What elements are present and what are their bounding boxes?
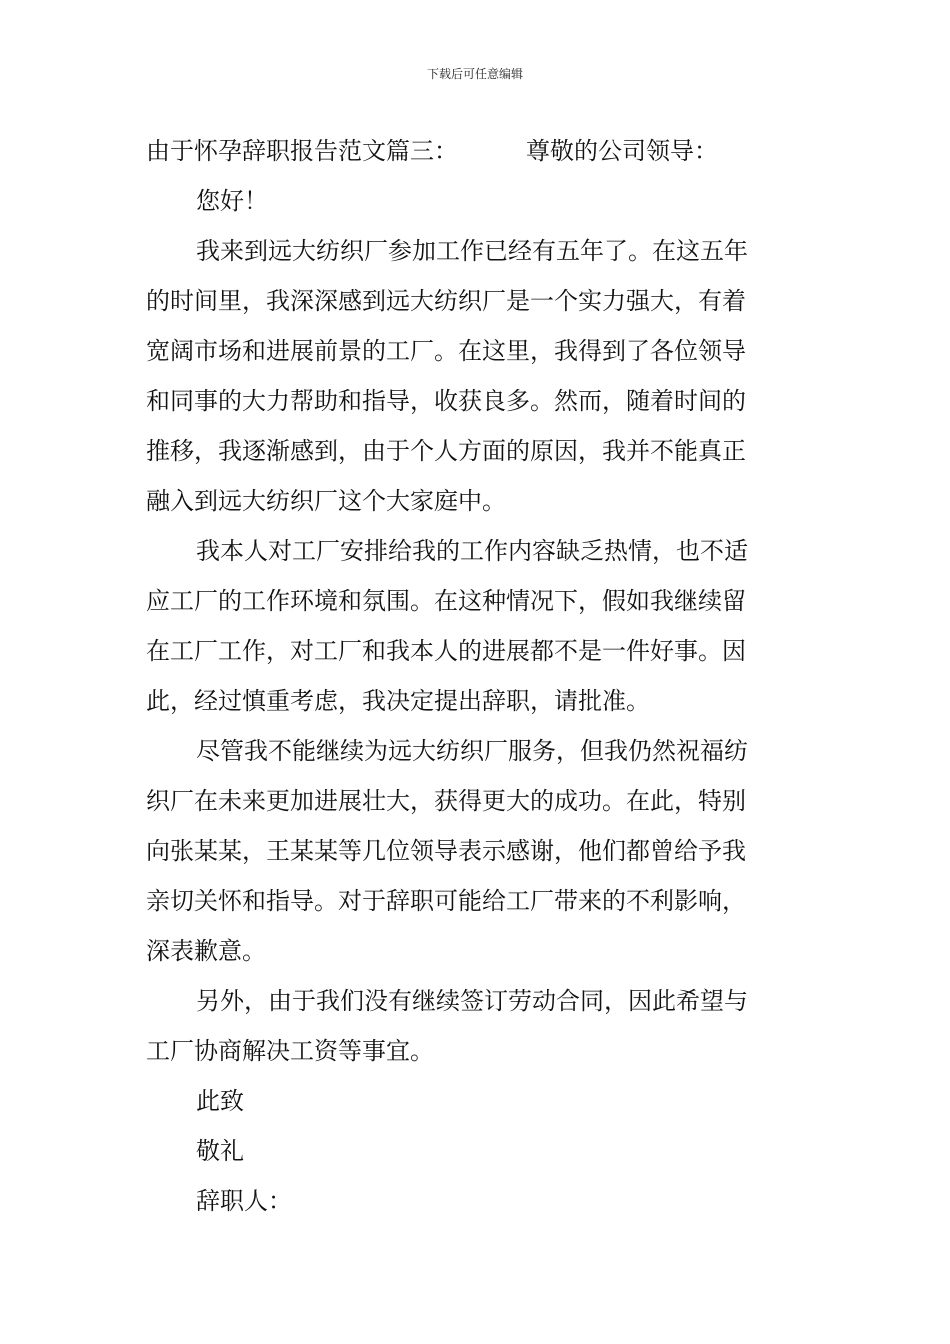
- paragraph-line: 此，经过慎重考虑，我决定提出辞职，请批准。: [146, 687, 650, 715]
- paragraph-line: 的时间里，我深深感到远大纺织厂是一个实力强大，有着: [146, 287, 746, 315]
- paragraph-4: [146, 976, 810, 1076]
- paragraph-line: 宽阔市场和进展前景的工厂。在这里，我得到了各位领导: [146, 337, 746, 365]
- greeting: 您好！: [196, 187, 268, 215]
- paragraph-line: 在工厂工作，对工厂和我本人的进展都不是一件好事。因: [146, 637, 746, 665]
- paragraph-line: 应工厂的工作环境和氛围。在这种情况下，假如我继续留: [146, 587, 746, 615]
- paragraph-line: 织厂在未来更加进展壮大，获得更大的成功。在此，特别: [146, 787, 746, 815]
- paragraph-line: 亲切关怀和指导。对于辞职可能给工厂带来的不利影响，: [146, 887, 746, 915]
- paragraph-line: 工厂协商解决工资等事宜。: [146, 1037, 434, 1065]
- signature-label: 辞职人：: [196, 1187, 292, 1215]
- letter-body: [146, 126, 810, 1226]
- paragraph-line: 另外，由于我们没有继续签订劳动合同，因此希望与: [196, 987, 748, 1015]
- paragraph-line: 融入到远大纺织厂这个大家庭中。: [146, 487, 506, 515]
- closing-regards: 此致: [196, 1087, 244, 1115]
- paragraph-line: 我本人对工厂安排给我的工作内容缺乏热情，也不适: [196, 537, 748, 565]
- paragraph-line: 向张某某，王某某等几位领导表示感谢，他们都曾给予我: [146, 837, 746, 865]
- closing-salute: 敬礼: [196, 1137, 244, 1165]
- page-header-note: 下载后可任意编辑: [426, 67, 523, 81]
- paragraph-line: 我来到远大纺织厂参加工作已经有五年了。在这五年: [196, 237, 748, 265]
- paragraph-line: 和同事的大力帮助和指导，收获良多。然而，随着时间的: [146, 387, 746, 415]
- salutation: 尊敬的公司领导：: [526, 137, 718, 165]
- paragraph-line: 尽管我不能继续为远大纺织厂服务，但我仍然祝福纺: [196, 737, 748, 765]
- document-title: 由于怀孕辞职报告范文篇三：: [146, 137, 458, 165]
- title-line: [146, 126, 810, 176]
- paragraph-line: 深表歉意。: [146, 937, 266, 965]
- paragraph-2: [146, 526, 810, 726]
- paragraph-line: 推移，我逐渐感到，由于个人方面的原因，我并不能真正: [146, 437, 746, 465]
- paragraph-3: [146, 726, 810, 976]
- paragraph-1: [146, 226, 810, 526]
